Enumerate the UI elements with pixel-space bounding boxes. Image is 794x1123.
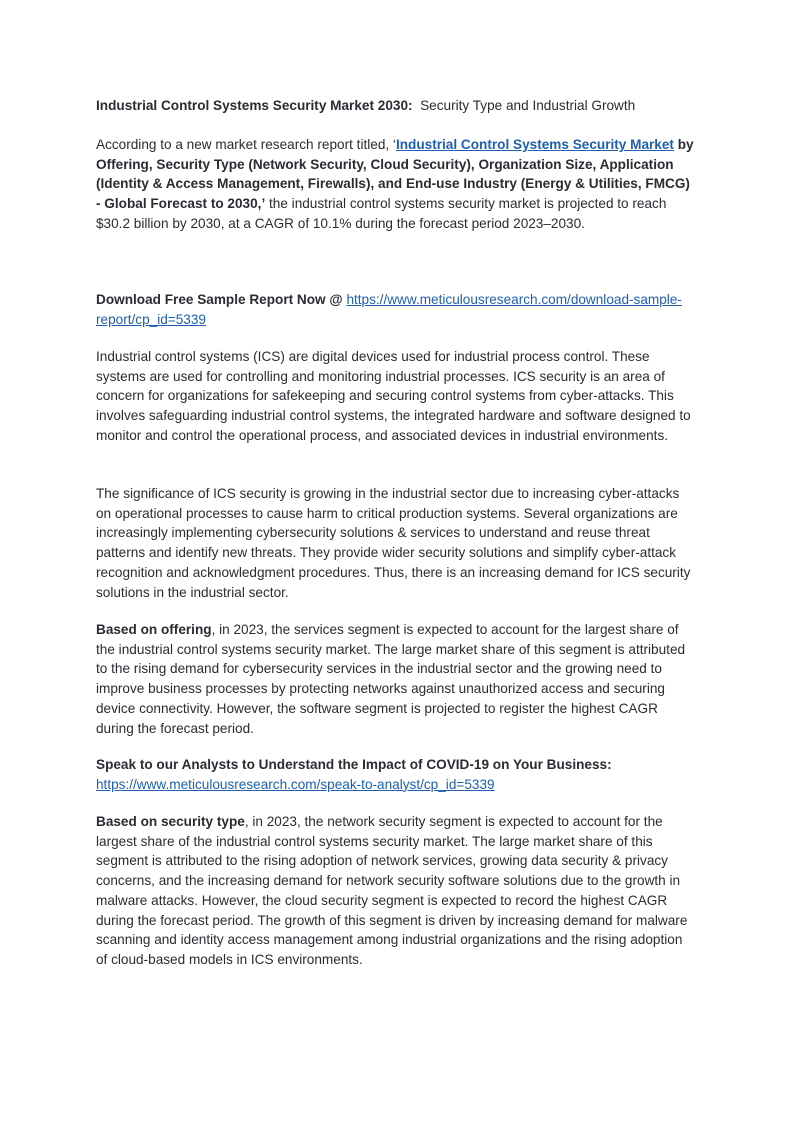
intro-paragraph: [96, 135, 696, 234]
download-sample-paragraph: [96, 290, 696, 329]
speak-label: Speak to our Analysts to Understand the Impact of COVID-19 on Your Business:: [96, 757, 612, 772]
intro-bold: by Offering, Security Type (Network Security, Cloud Security), Organization Size, Application (Identity & Access Management, Firewalls), and End-use Industry (Energy & Utilities, FMCG) - Global Forecast to 2030,’: [96, 137, 694, 212]
report-title-link[interactable]: Industrial Control Systems Security Market: [395, 137, 674, 152]
title-rest: Security Type and Industrial Growth: [412, 98, 636, 113]
offering-rest: , in 2023, the services segment is expected to account for the largest share of the industrial control systems security market. The large market share of this segment is attributed to the rising demand for cybersecurity services in the industrial sector and the growing need to improve business processes by protecting networks against unauthorized access and securing device connectivity. However, the software segment is projected to register the highest CAGR during the forecast period.: [96, 622, 686, 736]
security-type-paragraph: [96, 812, 696, 970]
offering-paragraph: [96, 620, 696, 738]
intro-rest: the industrial control systems security market is projected to reach $30.2 billion by 2030, at a CAGR of 10.1% during the forecast period 2023–2030.: [96, 196, 667, 231]
significance-paragraph: The significance of ICS security is growing in the industrial sector due to increasing cyber-attacks on operational processes to cause harm to critical production systems. Several organizations are increasingly implementing cybersecurity solutions & services to understand and reuse threat patterns and identify new threats. They provide wider security solutions and simplify cyber-attack recognition and acknowledgment procedures. Thus, there is an increasing demand for ICS security solutions in the industrial sector.: [96, 486, 691, 600]
ics-paragraph: Industrial control systems (ICS) are digital devices used for industrial process control. These systems are used for controlling and monitoring industrial processes. ICS security is an area of concern for organizations for safekeeping and securing control systems from cyber-attacks. This involves safeguarding industrial control systems, the integrated hardware and software designed to monitor and control the operational process, and associated devices in industrial environments.: [96, 349, 691, 443]
speak-analyst-link[interactable]: https://www.meticulousresearch.com/speak-to-analyst/cp_id=5339: [96, 776, 495, 792]
speak-analyst-paragraph: [96, 755, 696, 794]
document-title: [96, 96, 696, 116]
offering-bold: Based on offering: [96, 622, 212, 637]
security-rest: , in 2023, the network security segment is expected to account for the largest share of the industrial control systems security market. The large market share of this segment is attributed to the rising adoption of network services, growing data security & privacy concerns, and the increasing demand for network security software solutions due to the growth in malware attacks. However, the cloud security segment is expected to record the highest CAGR during the forecast period. The growth of this segment is driven by increasing demand for malware scanning and identity access management among industrial organizations and the rising adoption of cloud-based models in ICS environments.: [96, 814, 688, 967]
security-bold: Based on security type: [96, 814, 245, 829]
title-bold: Industrial Control Systems Security Market 2030:: [96, 98, 413, 113]
intro-pre: According to a new market research report titled, ‘: [96, 137, 396, 152]
download-label: Download Free Sample Report Now @: [96, 292, 347, 307]
download-sample-link[interactable]: https://www.meticulousresearch.com/download-sample-report/cp_id=5339: [96, 292, 682, 327]
